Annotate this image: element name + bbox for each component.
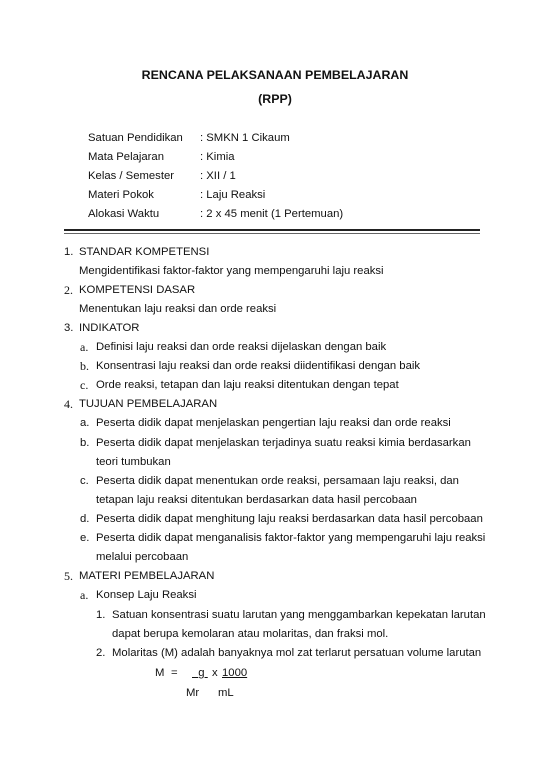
subsection-title: Konsep Laju Reaksi [96,589,197,601]
list-marker: a. [80,588,89,602]
section-title: TUJUAN PEMBELAJARAN [79,398,218,410]
formula-denominator-mr: Mr [186,687,200,699]
formula-numerator-1000: 1000 [222,667,248,679]
info-value: : Kimia [200,151,235,163]
list-item: Peserta didik dapat menjelaskan pengertian laju reaksi dan orde reaksi [96,417,451,429]
list-item: Peserta didik dapat menjelaskan terjadinya suatu reaksi kimia berdasarkan [96,437,471,449]
header-divider-thin [64,233,480,234]
formula-times: x [212,667,218,679]
header-divider [64,229,480,231]
list-item: Satuan konsentrasi suatu larutan yang menggambarkan kepekatan larutan [112,609,486,621]
info-label: Mata Pelajaran [88,151,164,163]
info-value: : Laju Reaksi [200,189,266,201]
list-item: Peserta didik dapat menghitung laju reaksi berdasarkan data hasil percobaan [96,513,483,525]
info-value: : XII / 1 [200,170,236,182]
section-number: 2. [64,283,73,297]
list-item-continuation: melalui percobaan [96,551,189,563]
list-item-continuation: teori tumbukan [96,456,171,468]
section-title: INDIKATOR [79,322,140,334]
info-label: Alokasi Waktu [88,208,160,220]
list-item: Konsentrasi laju reaksi dan orde reaksi diidentifikasi dengan baik [96,360,421,372]
list-item: Peserta didik dapat menentukan orde reaksi, persamaan laju reaksi, dan [96,475,459,487]
list-marker: a. [80,417,90,429]
list-marker: 2. [96,647,106,659]
list-item-continuation: tetapan laju reaksi ditentukan berdasarkan data hasil percobaan [96,494,417,506]
formula-lhs: M [155,667,165,679]
section-number: 1. [64,246,74,258]
document-title: RENCANA PELAKSANAAN PEMBELAJARAN [141,68,409,82]
document-subtitle: (RPP) [258,92,292,106]
info-label: Satuan Pendidikan [88,132,183,144]
info-value: : 2 x 45 menit (1 Pertemuan) [200,208,344,220]
list-item: Orde reaksi, tetapan dan laju reaksi ditentukan dengan tepat [96,379,399,391]
list-marker: b. [80,437,90,449]
section-title: STANDAR KOMPETENSI [79,246,210,258]
formula-numerator-mass [192,666,208,680]
info-label: Materi Pokok [88,189,154,201]
section-body: Menentukan laju reaksi dan orde reaksi [79,303,277,315]
section-body: Mengidentifikasi faktor-faktor yang mempengaruhi laju reaksi [79,265,384,277]
formula-g: g [198,667,205,679]
list-marker: a. [80,340,89,354]
info-label: Kelas / Semester [88,170,175,182]
section-number: 3. [64,322,74,334]
section-number: 4. [64,397,73,411]
section-title: MATERI PEMBELAJARAN [79,570,215,582]
info-value: : SMKN 1 Cikaum [200,132,290,144]
list-marker: e. [80,532,90,544]
list-item: Peserta didik dapat menganalisis faktor-faktor yang mempengaruhi laju reaksi [96,532,486,544]
list-marker: d. [80,513,90,525]
section-number: 5. [64,569,73,583]
formula-equals: = [171,667,178,679]
section-title: KOMPETENSI DASAR [79,284,196,296]
list-marker: 1. [96,609,106,621]
list-marker: c. [80,378,89,392]
list-item: Molaritas (M) adalah banyaknya mol zat terlarut persatuan volume larutan [112,647,482,659]
list-marker: c. [80,475,89,487]
list-item: Definisi laju reaksi dan orde reaksi dijelaskan dengan baik [96,341,387,353]
formula-denominator-ml: mL [218,687,234,699]
list-marker: b. [80,359,89,373]
list-item-continuation: dapat berupa kemolaran atau molaritas, dan fraksi mol. [112,628,389,640]
